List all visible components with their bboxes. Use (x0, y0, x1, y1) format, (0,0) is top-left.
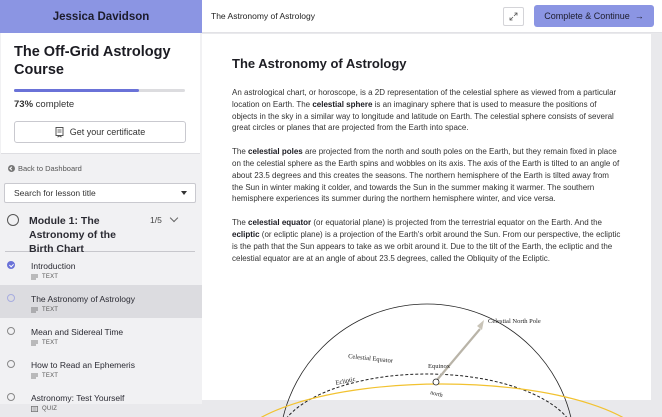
expand-icon (509, 12, 518, 21)
certificate-icon (55, 127, 64, 137)
lesson-status-icon (7, 294, 15, 302)
module-status-icon (7, 214, 19, 226)
lesson-name: Introduction (31, 261, 76, 271)
lesson-status-icon (7, 393, 15, 401)
text-icon (31, 307, 38, 313)
user-name[interactable]: Jessica Davidson (0, 0, 202, 33)
lesson-header-bar (202, 0, 662, 33)
progress-bar (14, 89, 185, 92)
article-heading: The Astronomy of Astrology (232, 56, 407, 71)
celestial-sphere-diagram (202, 292, 651, 400)
back-arrow-icon (8, 165, 15, 172)
paragraph-2: The celestial poles are projected from the north and south poles on the Earth, but they remain fixed in place on the celestial sphere as the Earth spins and wobbles on its axis. The axis of the Earth is tilted to an angle of about 23.5 degrees and this creates the seasons. The northern hemisphere of the Earth is tilted away from the Sun in winter making it colder, and towards the Sun in the summer making it warmer. The southern hemisphere experiences its summer during the northern hemisphere winter, and vice versa. (232, 147, 620, 204)
label-equinox: Equinox (428, 363, 451, 370)
label-ecliptic: Ecliptic (334, 375, 357, 387)
chevron-down-icon[interactable] (170, 214, 178, 222)
progress-fill (14, 89, 139, 92)
lesson-type (31, 274, 75, 280)
get-certificate-button[interactable] (14, 121, 186, 143)
lesson-item-introduction[interactable] (0, 252, 202, 285)
progress-text (14, 99, 186, 110)
module-title: Module 1: The Astronomy of the Birth Chart (29, 215, 116, 255)
lesson-type (31, 340, 123, 346)
lesson-list (0, 252, 202, 417)
lesson-type-label: TEXT (42, 373, 59, 379)
lesson-name: How to Read an Ephemeris (31, 360, 135, 370)
paragraph-1: An astrological chart, or horoscope, is a 2D representation of the celestial sphere as viewed from a particular location on Earth. The celestial sphere is an imaginary sphere that is used to measure the positions of objects in the sky in a similar way to longitude and latitude on Earth. The celestial sphere consists of several great circles or planes that are projected from the Earth into space. (232, 88, 617, 133)
lesson-name: The Astronomy of Astrology (31, 294, 135, 304)
lesson-type (31, 373, 135, 379)
text-icon (31, 274, 38, 280)
lesson-status-icon (7, 327, 15, 335)
equinox-marker (433, 379, 439, 385)
label-celestial-north-pole: Celestial North Pole (488, 318, 541, 325)
lesson-search-select[interactable] (4, 183, 196, 203)
module-header[interactable] (7, 214, 202, 255)
lesson-header-title: The Astronomy of Astrology (211, 11, 315, 21)
lesson-item-mean-sidereal-time[interactable] (0, 318, 202, 351)
label-celestial-equator: Celestial Equator (347, 353, 394, 365)
caret-down-icon (181, 191, 187, 195)
polar-axis-line (437, 329, 480, 380)
complete-continue-button[interactable] (534, 5, 654, 27)
expand-button[interactable] (503, 7, 524, 26)
course-card (1, 33, 200, 154)
lesson-item-astronomy-of-astrology[interactable] (0, 285, 202, 318)
lesson-type (31, 406, 124, 412)
article (202, 34, 651, 264)
label-north: north (429, 390, 444, 400)
scrollbar-gutter (651, 34, 662, 404)
sidebar (0, 0, 202, 412)
lesson-complete-icon (7, 261, 15, 269)
course-title: The Off-Grid Astrology Course (14, 44, 171, 78)
lesson-type (31, 307, 135, 313)
lesson-name: Astronomy: Test Yourself (31, 393, 125, 403)
lesson-item-test-yourself[interactable] (0, 384, 202, 417)
lesson-content (202, 34, 651, 400)
lesson-type-label: TEXT (42, 274, 59, 280)
certificate-label: Get your certificate (69, 127, 146, 137)
back-to-dashboard-link[interactable] (8, 164, 202, 173)
lesson-type-label: TEXT (42, 340, 59, 346)
module-count: 1/5 (150, 215, 162, 225)
complete-label: Complete & Continue (544, 11, 630, 21)
polar-axis-arrowhead (477, 320, 484, 330)
arrow-right-icon: → (634, 11, 644, 21)
text-icon (31, 373, 38, 379)
lesson-item-read-ephemeris[interactable] (0, 351, 202, 384)
quiz-icon (31, 406, 38, 412)
text-icon (31, 340, 38, 346)
lesson-name: Mean and Sidereal Time (31, 327, 124, 337)
search-placeholder: Search for lesson title (14, 188, 96, 198)
paragraph-3: The celestial equator (or equatorial plane) is projected from the terrestrial equator on the Earth. And the ecliptic (or ecliptic plane) is a projection of the Earth's orbit around the Sun. From our perspective, the ecliptic is the path that the Sun appears to take as we orbit around it. Due to the tilt of the Earth, the ecliptic and the celestial equator are at an angle of about 23.5 degrees, called the Obliquity of the Ecliptic. (232, 218, 621, 263)
lesson-type-label: TEXT (42, 307, 59, 313)
progress-value: 73% (14, 99, 34, 110)
progress-suffix: complete (33, 99, 75, 110)
lesson-type-label: QUIZ (42, 406, 58, 412)
back-label: Back to Dashboard (18, 164, 82, 173)
lesson-status-icon (7, 360, 15, 368)
ecliptic-line (232, 384, 652, 417)
